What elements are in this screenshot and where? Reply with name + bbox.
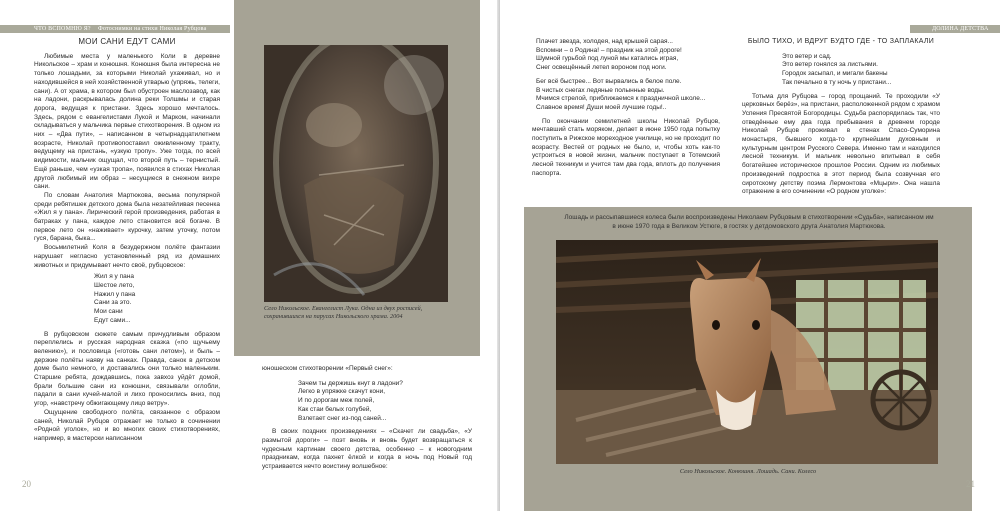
paragraph: юношеском стихотворении «Первый снег»: — [262, 365, 393, 372]
poem-zhil-ya-u-pana — [94, 273, 220, 325]
paragraph: По окончании семилетней школы Николай Рубцов, мечтавший стать моряком, делает в июне 1950 года попытку поступить в Рижское мореходное училище, но не проходит по возрасту. Вестей от родных не было, и, чтобы хоть как-то устроиться в новой жизни, мальчик поступает в Тотемский лесной техникум и учится там два года, вплоть до получения паспорта. — [532, 117, 720, 177]
poem-line: В чистых снегах ледяные полынные воды. — [536, 86, 665, 94]
poem-line: Славное время! Души моей лучшие годы!.. — [536, 103, 667, 111]
paragraph: Любимые места у маленького Коли в деревне Никольское – храм и конюшня. Конюшня была интересна не только лошадьми, за которыми Николай ухаживал, но и находившейся в ней хозяйственной утварью (упряжь, телеги, сани). А от храма, в котором был обустроен маслозавод, как на ладони, раскрывалась долина реки Толшмы и старая дорога, ведущая к пристани. Здесь хорошо мечталось. Здесь, рядом с евангелистами Лукой и Марком, начинали складываться у мальчика первые стихотворения. В одном из них – «Два пути», – написанном в четырнадцатилетнем возрасте, Николай противопоставил оживленному тракту, ведущему на пристань, «узкую тропу». Уже тогда, по всей видимости, мальчик ощущал, что второй путь – тернистый. Ещё раньше, чем «узкая тропа», появился в стихах Николая другой любимый им образ – несущиеся в снежном вихре сани. — [34, 52, 220, 191]
right-article-title: БЫЛО ТИХО, И ВДРУГ БУДТО ГДЕ - ТО ЗАПЛАКАЛИ — [747, 38, 935, 45]
poem-line: Городок засыпал, и мигали бакены — [782, 70, 888, 78]
right-column-2 — [742, 38, 940, 197]
page-number-right: 21 — [966, 479, 975, 489]
icon-photo-panel — [524, 207, 972, 511]
icon-photo — [264, 45, 448, 302]
poem-beg-vse-bystree — [536, 78, 720, 113]
poem-line: Шумной гурьбой под луной мы катались играя, — [536, 55, 679, 63]
paragraph: По словам Анатолия Мартюкова, весьма популярной среди ребятишек детского дома была незатейливая песенка «Жил я у пана». Лирический герой произведения, работая в батраках у пана, каждое лето становится всё богаче. В первое лето он «наживает» курочку, затем уточку, потом гуся, барана, быка... — [34, 191, 220, 243]
poem-line: Шестое лето, — [94, 281, 135, 289]
icon-photo — [556, 240, 938, 464]
poem-line: Нажил у пана — [94, 290, 136, 298]
poem-bylo-tiho — [782, 53, 940, 88]
stable-horse-image — [556, 240, 938, 464]
poem-line: Зачем ты держишь кнут в ладони? — [298, 379, 403, 387]
paragraph: Тотьма для Рубцова – город прощаний. Те проходили «У церковных берёз», на пристани, расположенной рядом с храмом Успения Пресвятой Богородицы. Судьба распорядилась так, что отведённые ему два года пребывания в древнем городе Николай Рубцов проживал в стенах Спасо-Суморина монастыря, бывшего когда-то крупнейшим духовным и культурным центром Русского Севера. Именно там и находился лесной техникум. И мальчик невольно впитывал в себя богатейшее историческое прошлое России. Одним из любимых произведений подростка в этот период была созвучная его сиротскому детству поэма Лермонтова «Мцыри». Она нашла отражение в его сочинении «О родном уголке»: — [742, 92, 940, 196]
left-column-1 — [34, 38, 220, 444]
poem-line: Плачет звезда, холодея, над крышей сарая... — [536, 38, 673, 45]
poem-line: Едут сами... — [94, 316, 131, 324]
poem-line: Мчимся стрелой, приближаемся к праздничной школе... — [536, 95, 706, 103]
poem-line: Мои сани — [94, 308, 123, 316]
poem-first-snow — [298, 380, 472, 424]
right-header-subtitle: ДОЛИНА ДЕТСТВА — [932, 26, 989, 32]
poem-line: Сани за это. — [94, 299, 132, 307]
paragraph: Ощущение свободного полёта, связанное с образом саней, Николай Рубцов отражает не только в сочинении «Родной уголок», но и во многих своих стихотворениях, например, в мастерски написанном — [34, 408, 220, 442]
paragraph: Восьмилетний Коля в безудержном полёте фантазии нарушает негласно установленный ряд из домашних животных и придумывает нечто своё, рубцовское: — [34, 244, 220, 269]
poem-line: Как стаи белых голубей, — [298, 405, 372, 413]
poem-line: Вспомни – о Родина! – праздник на этой дороге! — [536, 46, 682, 54]
poem-line: Жил я у пана — [94, 273, 134, 281]
fresco-evangelist-image — [264, 45, 448, 302]
poem-line: Это ветер гонялся за листьями. — [782, 61, 878, 69]
left-column-2 — [262, 365, 472, 472]
poem-line: Снег освещённый летел вороном под ноги. — [536, 64, 667, 72]
poem-line: И по дорогам меж полей, — [298, 397, 375, 405]
poem-plachet-zvezda — [536, 38, 720, 73]
left-header-subtitle: Фотоснимки на стихи Николая Рубцова — [98, 26, 207, 32]
left-header-section: ЧТО ВСПОМНЮ Я? — [34, 26, 91, 32]
poem-line: Так печально в ту ночь у пристани... — [782, 78, 892, 86]
poem-line: Взлетает снег из-под саней... — [298, 414, 387, 422]
left-photo-caption: Село Никольское. Евангелист Лука. Одна из двух росписей, сохранившихся на парусах Никольского храма. 2004 — [264, 305, 423, 320]
paragraph: В рубцовском сюжете самым причудливым образом переплелись и русская народная сказка («по щучьему велению»), и пословица («готовь сани летом»), и быль – дерзкие полёты наяву на санках. Правда, санок в детском доме было немного, и доставались они только маленьким. Старшие ребята, дождавшись, пока завхоз уйдёт домой, брали большие сани из конюшни, связывали оглобли, падали в сани кучей-малой и лихо проносились вниз, под угор, «навстречу обжигающему лицо ветру». — [34, 330, 220, 408]
right-page — [500, 0, 1000, 511]
poem-line: Бег всё быстрее... Вот вырвались в белое поле. — [536, 77, 682, 85]
icon-photo-panel — [234, 0, 480, 356]
left-article-title: МОИ САНИ ЕДУТ САМИ — [78, 37, 176, 46]
poem-line: Это ветер и сад. — [782, 52, 832, 60]
right-column-1 — [532, 38, 720, 179]
page-number-left: 20 — [22, 479, 31, 489]
photo-top-caption: Лошадь и рассыпавшиеся колеса были воспроизведены Николаем Рубцовым в стихотворении «Судьба», написанном им в июне 1970 года в Великом Устюге, в гостях у детдомовского друга Анатолия Мартюкова. — [564, 214, 934, 230]
paragraph: В своих поздних произведениях – «Скачет ли свадьба», «У размытой дороги» – поэт вновь и вновь будет возвращаться к чудесным картинам своего детства, особенно – к новогодним праздникам, когда пахнет ёлкой и когда в ночь под Новый год устраивается нечто воистину волшебное: — [262, 428, 472, 471]
right-photo-caption: Село Никольское. Конюшня. Лошадь. Сани. Колесо — [679, 468, 817, 475]
poem-line: Легко в упряжке скачут кони, — [298, 388, 386, 396]
